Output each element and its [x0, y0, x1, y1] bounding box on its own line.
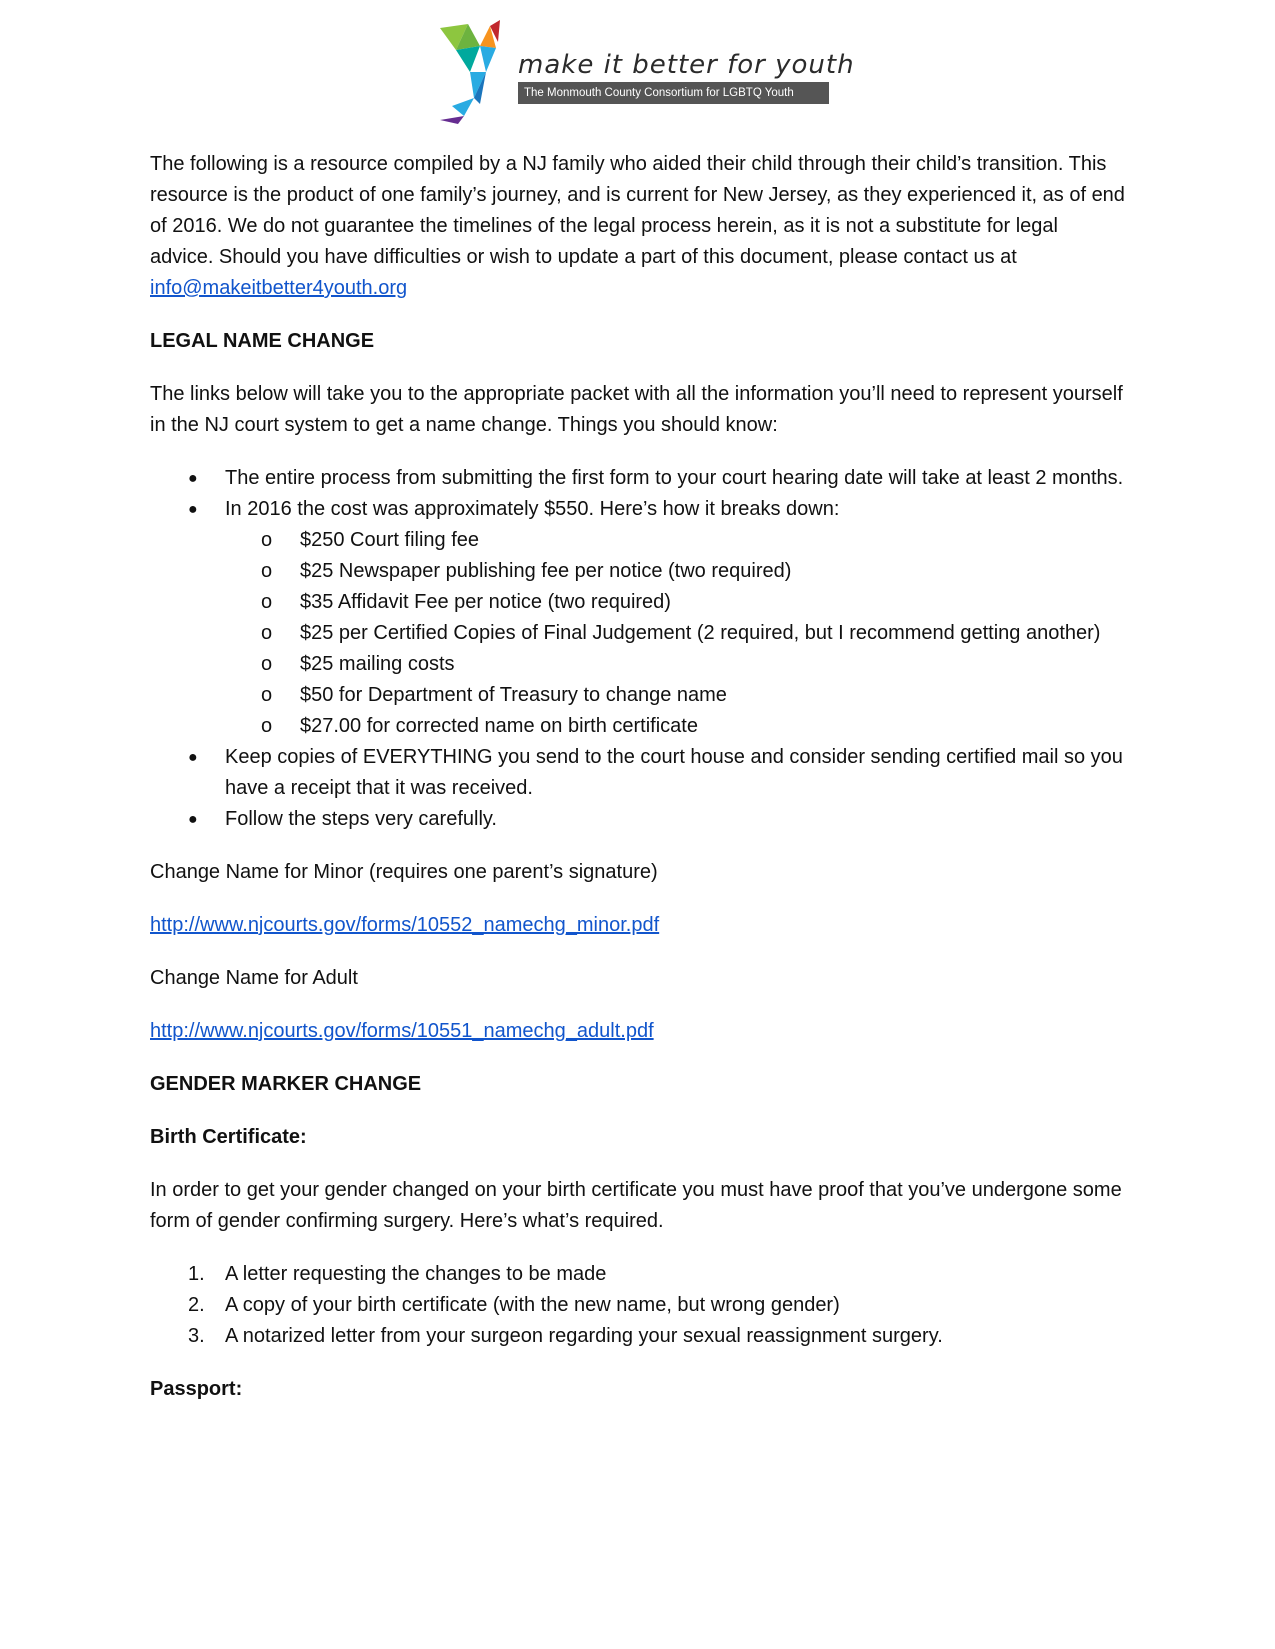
circle-bullet-icon: o [261, 684, 273, 706]
document-body [150, 149, 1125, 1427]
list-item [225, 711, 1125, 742]
cost-item: $25 mailing costs [300, 653, 455, 675]
step-text: A letter requesting the changes to be made [225, 1263, 607, 1285]
logo-tagline: The Monmouth County Consortium for LGBTQ Youth [518, 82, 829, 104]
list-item [225, 680, 1125, 711]
bullet-icon: ● [188, 811, 198, 828]
cost-item: $25 per Certified Copies of Final Judgement (2 required, but I recommend getting another) [300, 622, 1101, 644]
list-item [225, 618, 1125, 649]
intro-paragraph [150, 149, 1125, 304]
list-item [150, 742, 1125, 804]
birth-certificate-intro: In order to get your gender changed on your birth certificate you must have proof that you’ve undergone some form of gender confirming surgery. Here’s what’s required. [150, 1179, 1122, 1232]
circle-bullet-icon: o [261, 653, 273, 675]
step-number: 2. [188, 1294, 205, 1316]
birth-certificate-heading: Birth Certificate: [150, 1126, 307, 1148]
cost-item: $25 Newspaper publishing fee per notice (two required) [300, 560, 792, 582]
bullet-text: Follow the steps very carefully. [225, 808, 497, 830]
cost-item: $50 for Department of Treasury to change name [300, 684, 727, 706]
minor-name-change-label: Change Name for Minor (requires one parent’s signature) [150, 861, 658, 883]
passport-heading: Passport: [150, 1378, 243, 1400]
list-item [150, 804, 1125, 835]
circle-bullet-icon: o [261, 622, 273, 644]
circle-bullet-icon: o [261, 529, 273, 551]
things-to-know-list [150, 463, 1125, 835]
bullet-icon: ● [188, 749, 198, 766]
bullet-text: Keep copies of EVERYTHING you send to the court house and consider sending certified mail so you have a receipt that it was received. [225, 746, 1123, 799]
gender-marker-change-heading: GENDER MARKER CHANGE [150, 1073, 422, 1095]
bullet-text: In 2016 the cost was approximately $550. Here’s how it breaks down: [225, 498, 840, 520]
logo [440, 20, 855, 130]
step-number: 3. [188, 1325, 205, 1347]
cost-breakdown-list [225, 525, 1125, 742]
step-text: A notarized letter from your surgeon regarding your sexual reassignment surgery. [225, 1325, 943, 1347]
list-item [150, 1321, 1125, 1352]
legal-intro-paragraph: The links below will take you to the appropriate packet with all the information you’ll need to represent yourself in the NJ court system to get a name change. Things you should know: [150, 383, 1123, 436]
adult-form-link[interactable]: http://www.njcourts.gov/forms/10551_namechg_adult.pdf [150, 1020, 654, 1042]
circle-bullet-icon: o [261, 715, 273, 737]
list-item [150, 1259, 1125, 1290]
list-item [150, 1290, 1125, 1321]
list-item [225, 587, 1125, 618]
cost-item: $250 Court filing fee [300, 529, 480, 551]
intro-text: The following is a resource compiled by a NJ family who aided their child through their child’s transition. This resource is the product of one family’s journey, and is current for New Jersey, as they experienced it, as of end of 2016. We do not guarantee the timelines of the legal process herein, as it is not a substitute for legal advice. Should you have difficulties or wish to update a part of this document, please contact us at [150, 153, 1125, 268]
circle-bullet-icon: o [261, 560, 273, 582]
bullet-icon: ● [188, 501, 198, 518]
list-item [150, 463, 1125, 494]
list-item [225, 525, 1125, 556]
cost-item: $35 Affidavit Fee per notice (two required) [300, 591, 671, 613]
minor-form-link[interactable]: http://www.njcourts.gov/forms/10552_namechg_minor.pdf [150, 914, 660, 936]
bird-logo-icon [440, 20, 520, 125]
contact-email-link[interactable]: info@makeitbetter4youth.org [150, 277, 408, 299]
cost-item: $27.00 for corrected name on birth certificate [300, 715, 698, 737]
circle-bullet-icon: o [261, 591, 273, 613]
bullet-text: The entire process from submitting the first form to your court hearing date will take at least 2 months. [225, 467, 1124, 489]
legal-name-change-heading: LEGAL NAME CHANGE [150, 330, 375, 352]
step-number: 1. [188, 1263, 205, 1285]
adult-name-change-label: Change Name for Adult [150, 967, 358, 989]
list-item [225, 649, 1125, 680]
birth-certificate-requirements-list [150, 1259, 1125, 1352]
logo-wordmark: make it better for youth [518, 50, 855, 80]
list-item [150, 494, 1125, 742]
bullet-icon: ● [188, 470, 198, 487]
step-text: A copy of your birth certificate (with the new name, but wrong gender) [225, 1294, 840, 1316]
list-item [225, 556, 1125, 587]
